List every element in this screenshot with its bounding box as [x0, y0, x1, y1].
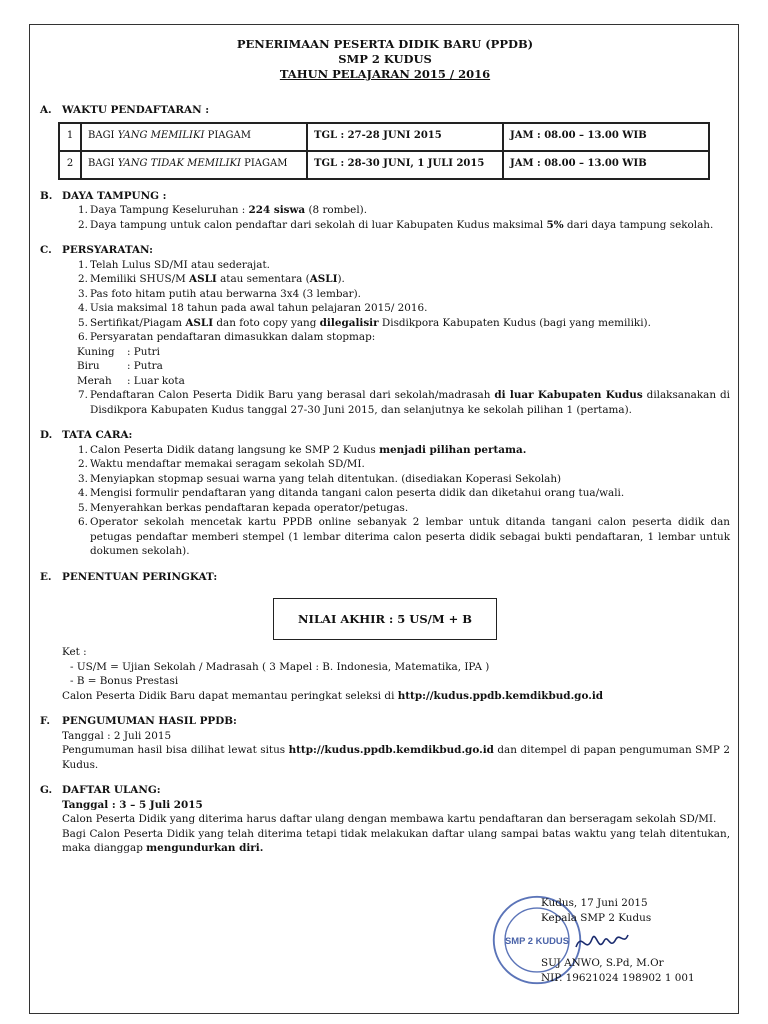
section-a-heading: A. WAKTU PENDAFTARAN : — [40, 104, 210, 116]
list-item: 5. Sertifikat/Piagam ASLI dan foto copy yang dilegalisir Disdikpora Kabupaten Kudus (bagi yang memiliki). — [78, 316, 651, 329]
announcement-text: Pengumuman hasil bisa dilihat lewat situs http://kudus.ppdb.kemdikbud.go.id dan ditempel di papan pengumuman SMP 2 Kudus. — [62, 744, 730, 771]
list-item: 2. Memiliki SHUS/M ASLI atau sementara (ASLI). — [78, 273, 345, 285]
document-header — [40, 37, 730, 82]
requirements-list — [40, 258, 730, 345]
sign-place-date: Kudus, 17 Juni 2015 — [541, 897, 648, 909]
reregistration-date: Tanggal : 3 – 5 Juli 2015 — [62, 798, 203, 811]
legend-title: Ket : — [62, 646, 87, 658]
stopmap-colors — [40, 345, 730, 389]
section-e-heading: E. PENENTUAN PERINGKAT: — [40, 570, 218, 583]
list-item: 1. Telah Lulus SD/MI atau sederajat. — [78, 258, 270, 271]
sign-name: SUJ ANWO, S.Pd, M.Or — [541, 957, 664, 969]
requirements-list-cont — [40, 388, 730, 417]
legend-usm: - US/M = Ujian Sekolah / Madrasah ( 3 Mapel : B. Indonesia, Matematika, IPA ) — [70, 660, 490, 673]
list-item: 3. Pas foto hitam putih atau berwarna 3x4 (3 lembar). — [78, 287, 361, 300]
capacity-list — [40, 203, 730, 232]
section-c-heading: C. PERSYARATAN: — [40, 244, 154, 256]
announcement-date: Tanggal : 2 Juli 2015 — [62, 729, 172, 742]
table-row: 2 BAGI YANG TIDAK MEMILIKI PIAGAM TGL : 28-30 JUNI, 1 JULI 2015 JAM : 08.00 – 13.00 WIB — [59, 151, 709, 179]
list-item: 3. Menyiapkan stopmap sesuai warna yang telah ditentukan. (disediakan Koperasi Sekolah) — [78, 472, 562, 485]
procedure-list — [40, 443, 730, 559]
signature-block — [541, 896, 695, 986]
registration-time-table — [58, 122, 710, 180]
list-item: 4. Mengisi formulir pendaftaran yang ditanda tangani calon peserta didik dan diketahui orang tua/wali. — [78, 487, 625, 499]
announcement-link[interactable]: http://kudus.ppdb.kemdikbud.go.id — [288, 744, 494, 756]
document-body — [40, 37, 730, 856]
reregistration-text-1: Calon Peserta Didik yang diterima harus daftar ulang dengan membawa kartu pendaftaran dan berseragam sekolah SD/MI. — [62, 813, 717, 825]
ranking-link[interactable]: http://kudus.ppdb.kemdikbud.go.id — [397, 689, 604, 702]
section-b-heading: B. DAYA TAMPUNG : — [40, 189, 167, 202]
list-item: 1. Daya Tampung Keseluruhan : 224 siswa (8 rombel). — [78, 204, 367, 216]
color-row: Merah : Luar kota — [77, 374, 185, 387]
section-g-heading: G. DAFTAR ULANG: — [40, 784, 161, 796]
legend-b: - B = Bonus Prestasi — [70, 675, 179, 687]
final-score-formula: NILAI AKHIR : 5 US/M + B — [273, 598, 497, 640]
stamp-text: SMP 2 KUDUS — [505, 934, 569, 946]
header-line-2: SMP 2 KUDUS — [338, 52, 432, 66]
list-item: 5. Menyerahkan berkas pendaftaran kepada operator/petugas. — [78, 501, 409, 514]
sign-role: Kepala SMP 2 Kudus — [541, 912, 652, 924]
reregistration-text-2: Bagi Calon Peserta Didik yang telah diterima tetapi tidak melakukan daftar ulang sampai batas waktu yang telah ditentukan, maka dianggap mengundurkan diri. — [62, 827, 730, 854]
section-d-heading: D. TATA CARA: — [40, 429, 133, 441]
header-line-3: TAHUN PELAJARAN 2015 / 2016 — [279, 67, 491, 81]
list-item: 6. Persyaratan pendaftaran dimasukkan dalam stopmap: — [78, 331, 376, 343]
section-f-heading: F. PENGUMUMAN HASIL PPDB: — [40, 715, 237, 727]
ranking-note: Calon Peserta Didik Baru dapat memantau peringkat seleksi di http://kudus.ppdb.kemdikbud.go.id — [62, 689, 604, 702]
list-item: 6. Operator sekolah mencetak kartu PPDB online sebanyak 2 lembar untuk ditanda tangani calon peserta didik dan petugas pendaftar memberi stempel (1 lembar diterima calon peserta didik sebagai bukti pendaftaran, 1 lembar untuk dokumen sekolah). — [78, 516, 730, 557]
sign-nip: NIP. 19621024 198902 1 001 — [541, 972, 695, 984]
list-item: 2. Waktu mendaftar memakai seragam sekolah SD/MI. — [78, 458, 365, 470]
list-item: 1. Calon Peserta Didik datang langsung ke SMP 2 Kudus menjadi pilihan pertama. — [78, 443, 527, 456]
list-item: 2. Daya tampung untuk calon pendaftar dari sekolah di luar Kabupaten Kudus maksimal 5% dari daya tampung sekolah. — [78, 218, 714, 231]
header-line-1: PENERIMAAN PESERTA DIDIK BARU (PPDB) — [236, 37, 534, 51]
color-row: Biru : Putra — [77, 360, 163, 372]
list-item: 4. Usia maksimal 18 tahun pada awal tahun pelajaran 2015/ 2016. — [78, 302, 428, 314]
table-row: 1 BAGI YANG MEMILIKI PIAGAM TGL : 27-28 JUNI 2015 JAM : 08.00 – 13.00 WIB — [59, 123, 709, 151]
color-row: Kuning : Putri — [77, 345, 160, 358]
list-item: 7. Pendaftaran Calon Peserta Didik Baru yang berasal dari sekolah/madrasah di luar Kabupaten Kudus dilaksanakan di Disdikpora Kabupaten Kudus tanggal 27-30 Juni 2015, dan selanjutnya ke sekolah pilihan 1 (pertama). — [78, 389, 730, 416]
